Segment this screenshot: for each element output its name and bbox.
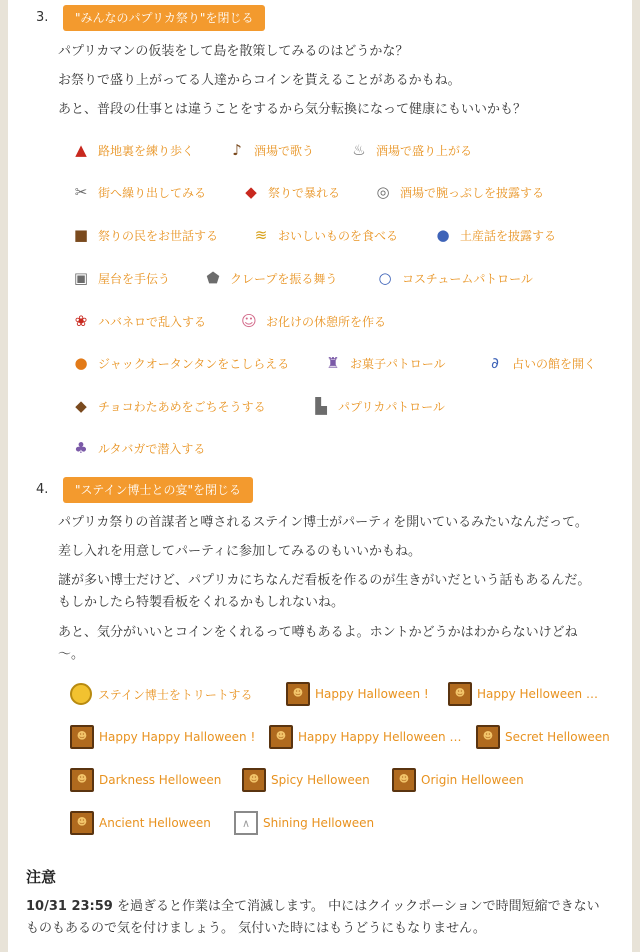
action-label: チョコわたあめをごちそうする bbox=[98, 399, 266, 414]
signboard-icon: ☻ bbox=[476, 725, 500, 749]
sign-happy-halloween[interactable] bbox=[286, 679, 429, 709]
action-label: お化けの休憩所を作る bbox=[266, 314, 387, 329]
sign-shining-helloween[interactable] bbox=[234, 808, 374, 838]
signboard-icon: ☻ bbox=[70, 811, 94, 835]
action-label: Spicy Helloween bbox=[271, 773, 370, 787]
action-go-to-town[interactable] bbox=[68, 177, 206, 207]
section4-paragraph-4: もしかしたら特製看板をくれるかもしれないね。 bbox=[58, 595, 345, 610]
action-label: Shining Helloween bbox=[263, 816, 375, 830]
action-label: 酒場で腕っぷしを披露する bbox=[400, 185, 545, 200]
close-paprika-festival-button[interactable]: "みんなのパプリカ祭り"を閉じる bbox=[63, 5, 265, 31]
action-serve-crepe[interactable] bbox=[200, 263, 337, 293]
action-label: ハバネロで乱入する bbox=[98, 314, 207, 329]
chocolate-icon: ◆ bbox=[75, 396, 87, 415]
notice-text-2: ものもあるので気を付けましょう。 気付いた時にはもうどうにもなりません。 bbox=[26, 921, 486, 936]
scissors-icon: ✂ bbox=[74, 182, 88, 201]
action-label: クレープを振る舞う bbox=[230, 271, 338, 286]
action-label: Darkness Helloween bbox=[99, 773, 222, 787]
action-label: 街へ繰り出してみる bbox=[98, 185, 207, 200]
signboard-icon: ☻ bbox=[70, 768, 94, 792]
sign-spicy-helloween[interactable] bbox=[242, 765, 370, 795]
sign-darkness-helloween[interactable] bbox=[70, 765, 221, 795]
action-alley-walk[interactable] bbox=[68, 135, 194, 165]
sign-ancient-helloween[interactable] bbox=[70, 808, 211, 838]
action-label: Happy Happy Helloween … bbox=[298, 730, 462, 744]
sign-happy-happy-helloween[interactable] bbox=[269, 722, 461, 752]
action-costume-patrol[interactable] bbox=[372, 263, 533, 293]
pancake-icon: ≋ bbox=[254, 225, 268, 244]
action-label: ルタバガで潜入する bbox=[98, 441, 206, 456]
action-habanero-intrude[interactable] bbox=[68, 306, 206, 336]
signboard-icon: ☻ bbox=[392, 768, 416, 792]
notice-deadline: 10/31 23:59 bbox=[26, 899, 113, 914]
section4-paragraph-6: 〜。 bbox=[58, 647, 85, 662]
section3-number: 3. bbox=[36, 10, 49, 25]
action-label: ジャックオータンタンをこしらえる bbox=[98, 356, 290, 371]
section3-paragraph-2: お祭りで盛り上がってる人達からコインを貰えることがあるかもね。 bbox=[58, 73, 461, 88]
action-choco-cotton-candy[interactable] bbox=[68, 391, 266, 421]
action-eat-food[interactable] bbox=[248, 220, 398, 250]
guitar-icon: ♪ bbox=[232, 140, 242, 159]
action-label: おいしいものを食べる bbox=[278, 228, 399, 243]
notice-text-1: を過ぎると作業は全て消滅します。 中にはクイックポーションで時間短縮できない bbox=[112, 899, 600, 914]
section4-paragraph-2: 差し入れを用意してパーティに参加してみるのもいいかもね。 bbox=[58, 544, 421, 559]
action-ghost-rest-area[interactable] bbox=[236, 306, 386, 336]
section4-number: 4. bbox=[36, 482, 49, 497]
action-label: Origin Helloween bbox=[421, 773, 524, 787]
action-label: 酒場で盛り上がる bbox=[376, 143, 473, 158]
stone-icon: ⬟ bbox=[206, 268, 220, 287]
ghost-icon: ☺ bbox=[241, 311, 257, 330]
sign-happy-happy-halloween[interactable] bbox=[70, 722, 255, 752]
notice-text bbox=[26, 896, 630, 940]
action-candy-patrol[interactable] bbox=[320, 348, 446, 378]
section4-paragraph-3: 謎が多い博士だけど、パプリカにちなんだ看板を作るのが生きがいだという話もあるんだ。 bbox=[58, 573, 591, 588]
action-label: パプリカパトロール bbox=[338, 399, 445, 414]
action-care-for-people[interactable] bbox=[68, 220, 218, 250]
signboard-icon: ☻ bbox=[242, 768, 266, 792]
action-help-stall[interactable] bbox=[68, 263, 170, 293]
hammer-icon: ▙ bbox=[315, 396, 327, 415]
action-paprika-patrol[interactable] bbox=[308, 391, 445, 421]
action-label: 路地裏を練り歩く bbox=[98, 143, 195, 158]
action-fortune-house[interactable] bbox=[482, 348, 596, 378]
action-label: 酒場で歌う bbox=[254, 143, 315, 158]
section3-paragraph-1: パプリカマンの仮装をして島を散策してみるのはどうかな？ bbox=[58, 44, 409, 59]
action-tavern-sing[interactable] bbox=[224, 135, 314, 165]
rope-icon: ◎ bbox=[376, 182, 390, 201]
close-stein-banquet-button[interactable]: "ステイン博士との宴"を閉じる bbox=[63, 477, 253, 503]
action-treat-dr-stein[interactable] bbox=[70, 679, 253, 709]
notice-title: 注意 bbox=[26, 868, 57, 886]
action-label: Happy Happy Halloween ! bbox=[99, 730, 256, 744]
signboard-icon: ☻ bbox=[269, 725, 293, 749]
action-label: Ancient Helloween bbox=[99, 816, 211, 830]
action-jack-o-lantern[interactable] bbox=[68, 348, 289, 378]
action-label: 屋台を手伝う bbox=[98, 271, 171, 286]
pepper-icon: ❀ bbox=[74, 311, 88, 330]
coin-icon bbox=[70, 683, 92, 705]
pendulum-icon: ∂ bbox=[491, 353, 499, 372]
section4-paragraph-1: パプリカ祭りの首謀者と噂されるステイン博士がパーティを開いているみたいなんだって。 bbox=[58, 515, 588, 530]
action-label: Happy Helloween … bbox=[477, 687, 598, 701]
section4-paragraph-5: あと、気分がいいとコインをくれるって噂もあるよ。ホントかどうかはわからないけどね bbox=[58, 625, 578, 640]
action-label: 土産話を披露する bbox=[460, 228, 557, 243]
signboard-icon: ☻ bbox=[448, 682, 472, 706]
section3-paragraph-3: あと、普段の仕事とは違うことをするから気分転換になって健康にもいいかも？ bbox=[58, 102, 527, 117]
kettle-icon: ♨ bbox=[352, 140, 366, 159]
santa-hat-icon: ▲ bbox=[75, 140, 87, 159]
action-label: ステイン博士をトリートする bbox=[98, 687, 253, 702]
sign-secret-helloween[interactable] bbox=[476, 722, 610, 752]
pumpkin-icon: ● bbox=[74, 353, 88, 372]
stove-icon: ▣ bbox=[73, 268, 89, 287]
action-souvenir-story[interactable] bbox=[430, 220, 556, 250]
meat-icon: ◆ bbox=[245, 182, 257, 201]
action-tavern-strength[interactable] bbox=[370, 177, 544, 207]
bento-icon: ■ bbox=[73, 225, 89, 244]
action-label: Happy Halloween ! bbox=[315, 687, 429, 701]
action-festival-rampage[interactable] bbox=[238, 177, 340, 207]
action-label: お菓子パトロール bbox=[350, 356, 446, 371]
action-rutabaga-infiltrate[interactable] bbox=[68, 433, 205, 463]
white-signboard-icon: ∧ bbox=[234, 811, 258, 835]
spoon-icon: ● bbox=[436, 225, 450, 244]
action-label: 祭りで暴れる bbox=[268, 185, 341, 200]
action-tavern-party[interactable] bbox=[346, 135, 472, 165]
content-panel bbox=[8, 0, 632, 952]
signboard-icon: ☻ bbox=[70, 725, 94, 749]
action-label: コスチュームパトロール bbox=[402, 271, 533, 286]
action-label: Secret Helloween bbox=[505, 730, 610, 744]
action-label: 占いの館を開く bbox=[512, 356, 597, 371]
sign-happy-helloween[interactable] bbox=[448, 679, 598, 709]
sign-origin-helloween[interactable] bbox=[392, 765, 524, 795]
magnifier-icon: ○ bbox=[378, 268, 392, 287]
robot-icon: ♜ bbox=[326, 353, 340, 372]
signboard-icon: ☻ bbox=[286, 682, 310, 706]
turnip-icon: ♣ bbox=[74, 438, 88, 457]
action-label: 祭りの民をお世話する bbox=[98, 228, 219, 243]
